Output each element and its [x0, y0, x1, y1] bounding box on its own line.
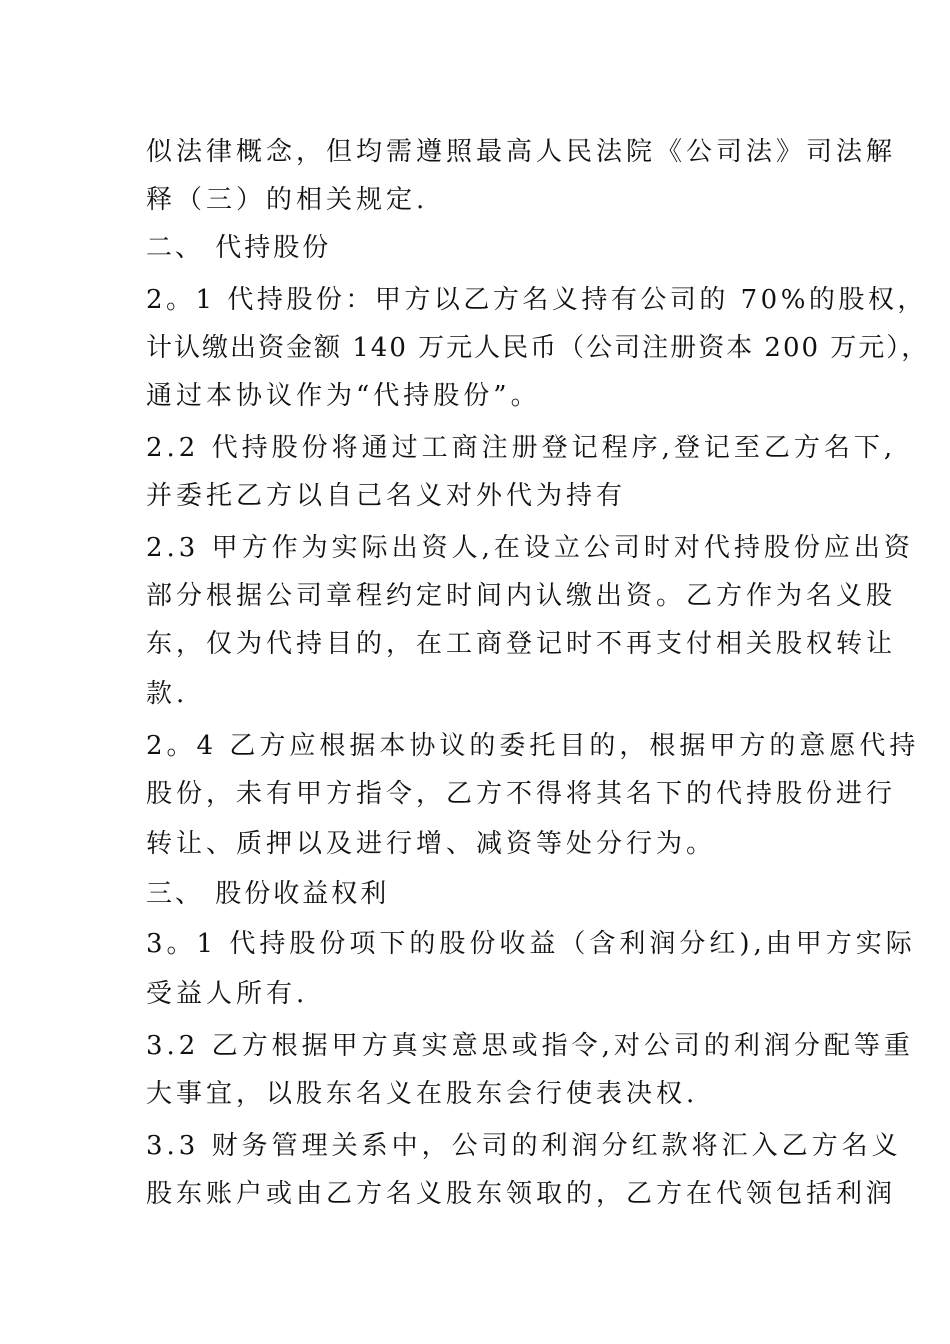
text-line: 股东账户或由乙方名义股东领取的，乙方在代领包括利润	[146, 1179, 897, 1209]
text-line: 计认缴出资金额 140 万元人民币（公司注册资本 200 万元），	[146, 333, 930, 363]
text-line: 似法律概念，但均需遵照最高人民法院《公司法》司法解	[146, 137, 897, 167]
text-line: 3.3 财务管理关系中，公司的利润分红款将汇入乙方名义	[146, 1131, 902, 1161]
text-line: 东，仅为代持目的，在工商登记时不再支付相关股权转让	[146, 629, 897, 659]
text-line: 2.2 代持股份将通过工商注册登记程序,登记至乙方名下,	[146, 433, 897, 463]
text-line: 2。1 代持股份：甲方以乙方名义持有公司的 70%的股权，	[146, 285, 927, 315]
text-line: 股份，未有甲方指令，乙方不得将其名下的代持股份进行	[146, 779, 897, 809]
section-heading: 三、 股份收益权利	[146, 879, 390, 909]
text-line: 3.2 乙方根据甲方真实意思或指令,对公司的利润分配等重	[146, 1031, 914, 1061]
text-line: 大事宜，以股东名义在股东会行使表决权.	[146, 1079, 699, 1109]
text-line: 2.3 甲方作为实际出资人,在设立公司时对代持股份应出资	[146, 533, 914, 563]
section-heading: 二、 代持股份	[146, 233, 332, 263]
text-line: 款.	[146, 679, 189, 709]
text-line: 部分根据公司章程约定时间内认缴出资。乙方作为名义股	[146, 581, 897, 611]
text-line: 2。4 乙方应根据本协议的委托目的，根据甲方的意愿代持	[146, 731, 920, 761]
text-line: 并委托乙方以自己名义对外代为持有	[146, 481, 627, 511]
text-line: 3。1 代持股份项下的股份收益（含利润分红),由甲方实际	[146, 929, 916, 959]
text-line: 转让、质押以及进行增、减资等处分行为。	[146, 829, 717, 859]
text-line: 受益人所有.	[146, 979, 309, 1009]
text-line: 释（三）的相关规定.	[146, 185, 429, 215]
text-line: 通过本协议作为“代持股份”。	[146, 381, 541, 411]
